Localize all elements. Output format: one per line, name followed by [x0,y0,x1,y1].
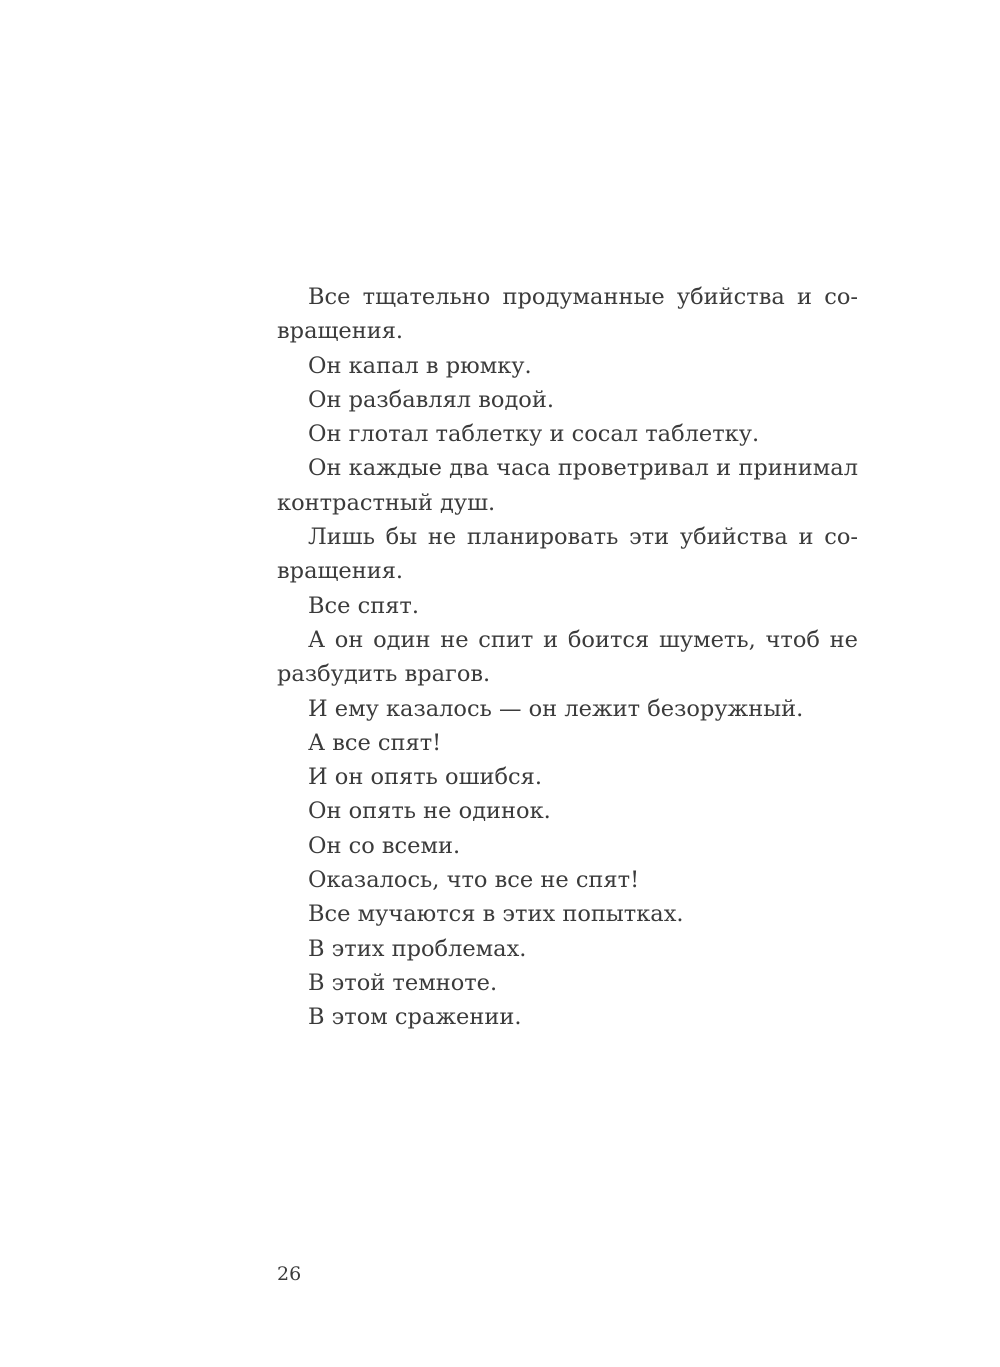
text-line: Он разбавлял водой. [308,386,555,413]
text-line: контрастный душ. [277,489,496,516]
text-line: Он каждые два часа проветривал и принимал [308,455,858,482]
text-line: А все спят! [308,729,442,756]
text-line: В этой темноте. [308,969,498,996]
text-line: А он один не спит и боится шуметь, чтоб не [308,626,858,653]
text-line: И ему казалось — он лежит безоружный. [308,695,804,722]
text-line: В этом сражении. [308,1004,522,1031]
paragraph [277,451,858,520]
text-line: вращения. [277,558,404,585]
paragraph [277,863,858,897]
text-line: вращения. [277,318,404,345]
text-line: разбудить врагов. [277,661,491,688]
paragraph [277,589,858,623]
text-line: Он опять не одинок. [308,798,551,825]
text-line: Он со всеми. [308,832,461,859]
paragraph [277,760,858,794]
text-line: Он глотал таблетку и сосал таблетку. [308,421,760,448]
paragraph [277,897,858,931]
paragraph [277,349,858,383]
paragraph [277,692,858,726]
paragraph [277,932,858,966]
page-number: 26 [277,1263,302,1285]
paragraph [277,280,858,349]
paragraph [277,623,858,692]
text-line: Оказалось, что все не спят! [308,867,640,894]
text-line: Лишь бы не планировать эти убийства и со- [308,524,858,551]
paragraph [277,383,858,417]
paragraph [277,966,858,1000]
paragraph [277,520,858,589]
text-line: В этих проблемах. [308,935,527,962]
paragraph [277,726,858,760]
body-text [277,280,858,1035]
paragraph [277,417,858,451]
paragraph [277,1000,858,1034]
text-line: Все мучаются в этих попытках. [308,901,684,928]
text-line: Все тщательно продуманные убийства и со- [308,284,858,310]
text-line: И он опять ошибся. [308,764,543,791]
paragraph [277,794,858,828]
text-line: Он капал в рюмку. [308,352,532,379]
text-line: Все спят. [308,592,419,619]
paragraph [277,829,858,863]
